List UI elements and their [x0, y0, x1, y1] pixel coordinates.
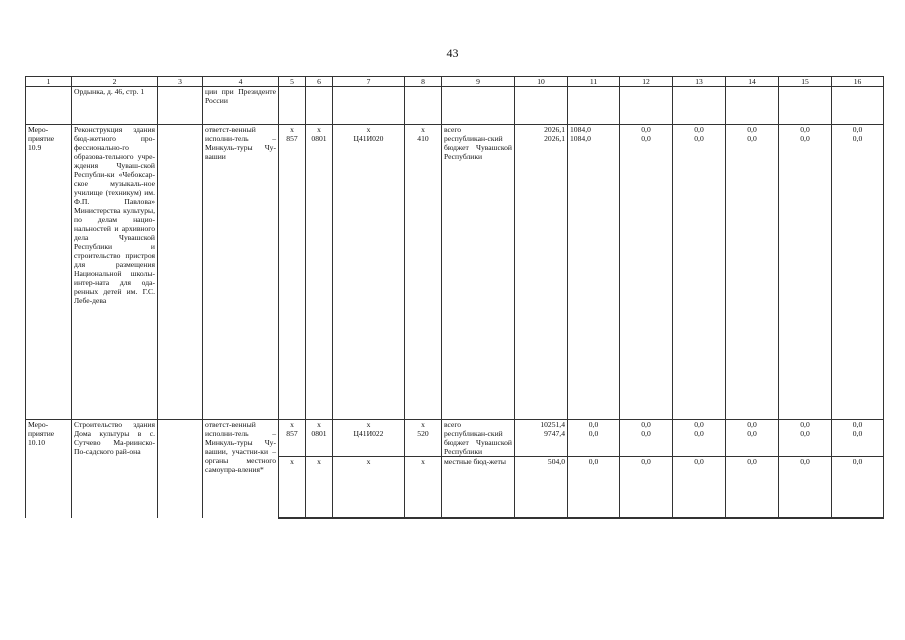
funding-source: местные бюд-жеты: [442, 456, 515, 466]
col-header: 2: [72, 77, 158, 87]
address-cell: Ордынка, д. 46, стр. 1: [72, 87, 158, 125]
continuation-row: [26, 87, 884, 125]
col-header: 11: [568, 77, 620, 87]
col-header: 5: [279, 77, 306, 87]
col-header: 6: [306, 77, 333, 87]
col-header: 16: [832, 77, 884, 87]
funding-source: всего: [442, 125, 515, 135]
activity-description: Реконструкция здания бюд-жетного про-фессионально-го образова-тельного учре-ждения Чуваш-ской Республи-ки «Чебоксар-ское музыкаль-ное училище (техникум) им. Ф.П. Павлова» Министерства культуры, по делам нацио-нальностей и архивного дела Чувашской Республики и строительство пристроя для размещения Национальной школы-интер-ната для ода-ренных детей им. Г.С. Лебе-дева: [72, 125, 158, 420]
responsible-executor: ответст-венный исполни-тель – Минкуль-туры Чу-вашии, участни-ки – органы местного самоупра-вления*: [203, 419, 279, 518]
budget-table: [25, 76, 884, 519]
activity-number: Меро-приятие 10.10: [26, 419, 72, 518]
col-header: 9: [442, 77, 515, 87]
col-header: 7: [333, 77, 405, 87]
executor-cell: ции при Президенте России: [203, 87, 279, 125]
activity-description: Строительство здания Дома культуры в с. Сутчево Ма-риинско-По-садского рай-она: [72, 419, 158, 518]
col-header: 1: [26, 77, 72, 87]
col-header: 15: [779, 77, 832, 87]
column-number-row: [26, 77, 884, 87]
col-header: 13: [673, 77, 726, 87]
page-number: 43: [446, 46, 459, 60]
table-row: 857 0801 Ц41И020 410 республикан-ский бюджет Чувашской Республики 2026,1 1084,0 0,0 0,0 0,0 0,0 0,0: [26, 134, 884, 161]
table-row: х х х х местные бюд-жеты 504,0 0,0 0,0 0,0 0,0 0,0 0,0: [26, 456, 884, 466]
table-row: 857 0801 Ц41И022 520 республикан-ский бюджет Чувашской Республики 9747,4 0,0 0,0 0,0 0,0 0,0 0,0: [26, 429, 884, 457]
funding-source: всего: [442, 419, 515, 429]
col-header: 8: [405, 77, 442, 87]
activity-number: Меро-приятие 10.9: [26, 125, 72, 420]
table-row: Меро-приятие 10.9 Реконструкция здания бюд-жетного про-фессионально-го образова-тельного учре-ждения Чуваш-ской Республи-ки «Чебоксар-ское музыкаль-ное училище (техникум) им. Ф.П. Павлова» Министерства культуры, по делам нацио-нальностей и архивного дела Чувашской Республики и строительство пристроя для размещения Национальной школы-интер-ната для ода-ренных детей им. Г.С. Лебе-дева ответст-венный исполни-тель – Минкуль-туры Чу-вашии х х х х всего 2026,1 1084,0 0,0 0,0 0,0 0,0 0,0: [26, 125, 884, 135]
funding-source: республикан-ский бюджет Чувашской Республики: [442, 429, 515, 457]
col-header: 10: [515, 77, 568, 87]
col-header: 14: [726, 77, 779, 87]
col-header: 12: [620, 77, 673, 87]
responsible-executor: ответст-венный исполни-тель – Минкуль-туры Чу-вашии: [203, 125, 279, 420]
col-header: 3: [158, 77, 203, 87]
table-row: Меро-приятие 10.10 Строительство здания Дома культуры в с. Сутчево Ма-риинско-По-садского рай-она ответст-венный исполни-тель – Минкуль-туры Чу-вашии, участни-ки – органы местного самоупра-вления* х х х х всего 10251,4 0,0 0,0 0,0 0,0 0,0 0,0: [26, 419, 884, 429]
funding-source: республикан-ский бюджет Чувашской Республики: [442, 134, 515, 161]
col-header: 4: [203, 77, 279, 87]
